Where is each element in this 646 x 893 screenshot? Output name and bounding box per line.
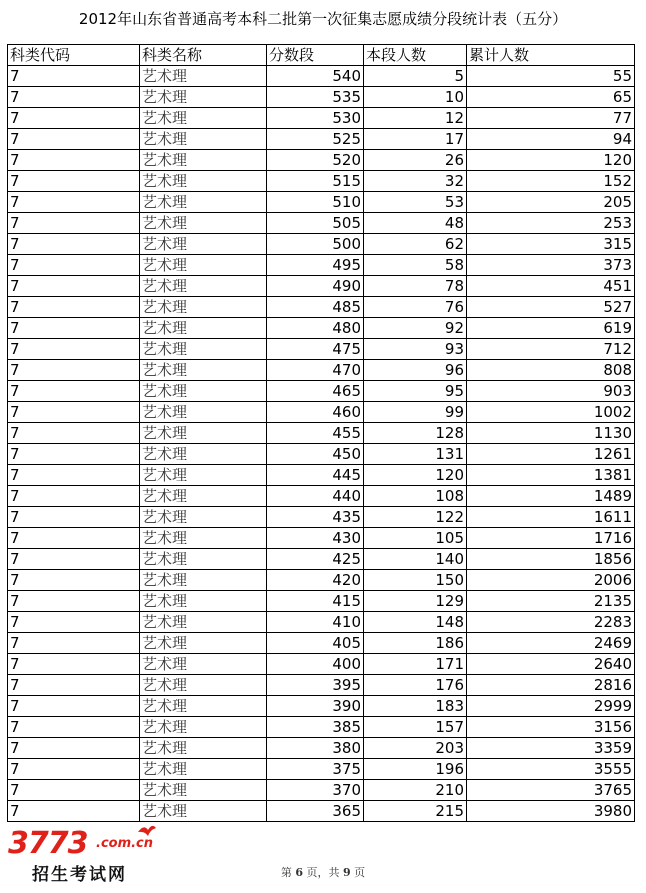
cell-subject-code: 7: [8, 255, 140, 276]
cell-cumulative-count: 3555: [467, 759, 635, 780]
table-row: [8, 318, 635, 339]
cell-band-count: 186: [364, 633, 467, 654]
cell-subject-name: 艺术理: [140, 402, 267, 423]
cell-subject-name: 艺术理: [140, 108, 267, 129]
cell-band-count: 128: [364, 423, 467, 444]
watermark-logo: [8, 826, 168, 886]
cell-band-count: 92: [364, 318, 467, 339]
cell-cumulative-count: 1856: [467, 549, 635, 570]
cell-subject-code: 7: [8, 759, 140, 780]
cell-cumulative-count: 1130: [467, 423, 635, 444]
cell-cumulative-count: 451: [467, 276, 635, 297]
table-body: [8, 66, 635, 822]
table-row: [8, 570, 635, 591]
cell-score-band: 460: [267, 402, 364, 423]
cell-subject-name: 艺术理: [140, 696, 267, 717]
cell-score-band: 450: [267, 444, 364, 465]
cell-subject-name: 艺术理: [140, 213, 267, 234]
cell-subject-name: 艺术理: [140, 423, 267, 444]
cell-band-count: 176: [364, 675, 467, 696]
score-table: [7, 44, 635, 822]
cell-band-count: 140: [364, 549, 467, 570]
cell-subject-code: 7: [8, 507, 140, 528]
cell-subject-name: 艺术理: [140, 549, 267, 570]
watermark-domain: .com.cn: [96, 836, 154, 851]
cell-band-count: 150: [364, 570, 467, 591]
cell-band-count: 203: [364, 738, 467, 759]
cell-score-band: 495: [267, 255, 364, 276]
cell-subject-code: 7: [8, 87, 140, 108]
cell-score-band: 415: [267, 591, 364, 612]
cell-subject-name: 艺术理: [140, 276, 267, 297]
cell-score-band: 370: [267, 780, 364, 801]
cell-band-count: 78: [364, 276, 467, 297]
cell-score-band: 490: [267, 276, 364, 297]
header-subject-code: 科类代码: [8, 45, 140, 66]
cell-subject-name: 艺术理: [140, 654, 267, 675]
cell-subject-name: 艺术理: [140, 612, 267, 633]
cell-subject-code: 7: [8, 150, 140, 171]
cell-subject-code: 7: [8, 675, 140, 696]
cell-band-count: 58: [364, 255, 467, 276]
cell-score-band: 420: [267, 570, 364, 591]
cell-band-count: 53: [364, 192, 467, 213]
cell-band-count: 122: [364, 507, 467, 528]
cell-score-band: 475: [267, 339, 364, 360]
cell-cumulative-count: 3765: [467, 780, 635, 801]
bird-icon: [136, 822, 158, 838]
table-row: [8, 717, 635, 738]
cell-subject-code: 7: [8, 486, 140, 507]
cell-subject-code: 7: [8, 444, 140, 465]
cell-subject-code: 7: [8, 171, 140, 192]
table-row: [8, 738, 635, 759]
table-row: [8, 402, 635, 423]
cell-band-count: 95: [364, 381, 467, 402]
cell-subject-name: 艺术理: [140, 675, 267, 696]
cell-subject-name: 艺术理: [140, 318, 267, 339]
cell-subject-name: 艺术理: [140, 591, 267, 612]
table-row: [8, 780, 635, 801]
cell-subject-code: 7: [8, 213, 140, 234]
footer-page-number: 6: [295, 866, 303, 879]
watermark-number: 3773: [8, 826, 88, 861]
cell-subject-code: 7: [8, 339, 140, 360]
cell-subject-code: 7: [8, 276, 140, 297]
cell-subject-name: 艺术理: [140, 444, 267, 465]
cell-score-band: 525: [267, 129, 364, 150]
cell-cumulative-count: 253: [467, 213, 635, 234]
cell-cumulative-count: 1261: [467, 444, 635, 465]
cell-subject-code: 7: [8, 297, 140, 318]
cell-cumulative-count: 2135: [467, 591, 635, 612]
table-row: [8, 276, 635, 297]
cell-subject-code: 7: [8, 549, 140, 570]
cell-subject-name: 艺术理: [140, 486, 267, 507]
cell-subject-name: 艺术理: [140, 465, 267, 486]
table-row: [8, 801, 635, 822]
table-row: [8, 423, 635, 444]
cell-cumulative-count: 315: [467, 234, 635, 255]
cell-subject-name: 艺术理: [140, 801, 267, 822]
cell-band-count: 96: [364, 360, 467, 381]
cell-cumulative-count: 1489: [467, 486, 635, 507]
cell-subject-name: 艺术理: [140, 738, 267, 759]
cell-cumulative-count: 77: [467, 108, 635, 129]
cell-cumulative-count: 712: [467, 339, 635, 360]
cell-cumulative-count: 2999: [467, 696, 635, 717]
cell-subject-code: 7: [8, 801, 140, 822]
cell-score-band: 390: [267, 696, 364, 717]
cell-band-count: 26: [364, 150, 467, 171]
cell-cumulative-count: 152: [467, 171, 635, 192]
cell-cumulative-count: 65: [467, 87, 635, 108]
cell-band-count: 131: [364, 444, 467, 465]
table-row: [8, 87, 635, 108]
cell-cumulative-count: 2283: [467, 612, 635, 633]
table-row: [8, 486, 635, 507]
cell-subject-code: 7: [8, 381, 140, 402]
cell-subject-code: 7: [8, 234, 140, 255]
cell-score-band: 470: [267, 360, 364, 381]
cell-subject-code: 7: [8, 591, 140, 612]
cell-subject-code: 7: [8, 612, 140, 633]
table-row: [8, 234, 635, 255]
cell-score-band: 500: [267, 234, 364, 255]
cell-score-band: 455: [267, 423, 364, 444]
table-row: [8, 507, 635, 528]
page-title: 2012年山东省普通高考本科二批第一次征集志愿成绩分段统计表（五分）: [78, 10, 568, 28]
cell-score-band: 480: [267, 318, 364, 339]
table-row: [8, 381, 635, 402]
cell-band-count: 12: [364, 108, 467, 129]
cell-subject-name: 艺术理: [140, 717, 267, 738]
cell-subject-code: 7: [8, 717, 140, 738]
cell-cumulative-count: 3156: [467, 717, 635, 738]
cell-subject-code: 7: [8, 66, 140, 87]
table-row: [8, 675, 635, 696]
cell-score-band: 365: [267, 801, 364, 822]
cell-score-band: 400: [267, 654, 364, 675]
cell-score-band: 405: [267, 633, 364, 654]
cell-subject-name: 艺术理: [140, 507, 267, 528]
cell-score-band: 520: [267, 150, 364, 171]
cell-cumulative-count: 94: [467, 129, 635, 150]
cell-score-band: 505: [267, 213, 364, 234]
cell-cumulative-count: 2469: [467, 633, 635, 654]
cell-band-count: 17: [364, 129, 467, 150]
cell-cumulative-count: 3359: [467, 738, 635, 759]
cell-band-count: 76: [364, 297, 467, 318]
header-subject-name: 科类名称: [140, 45, 267, 66]
cell-cumulative-count: 527: [467, 297, 635, 318]
cell-score-band: 380: [267, 738, 364, 759]
cell-subject-code: 7: [8, 738, 140, 759]
cell-band-count: 10: [364, 87, 467, 108]
cell-band-count: 120: [364, 465, 467, 486]
cell-cumulative-count: 808: [467, 360, 635, 381]
footer-prefix: 第: [280, 866, 292, 879]
cell-cumulative-count: 373: [467, 255, 635, 276]
cell-band-count: 129: [364, 591, 467, 612]
cell-subject-name: 艺术理: [140, 570, 267, 591]
cell-band-count: 99: [364, 402, 467, 423]
cell-subject-code: 7: [8, 633, 140, 654]
table-row: [8, 192, 635, 213]
cell-subject-code: 7: [8, 360, 140, 381]
cell-cumulative-count: 2640: [467, 654, 635, 675]
cell-score-band: 375: [267, 759, 364, 780]
footer-total-pages: 9: [343, 866, 351, 879]
cell-score-band: 410: [267, 612, 364, 633]
cell-subject-name: 艺术理: [140, 234, 267, 255]
cell-cumulative-count: 619: [467, 318, 635, 339]
table-row: [8, 549, 635, 570]
cell-subject-code: 7: [8, 780, 140, 801]
table-row: [8, 696, 635, 717]
cell-cumulative-count: 1381: [467, 465, 635, 486]
cell-score-band: 485: [267, 297, 364, 318]
header-band-count: 本段人数: [364, 45, 467, 66]
cell-subject-code: 7: [8, 108, 140, 129]
cell-score-band: 395: [267, 675, 364, 696]
cell-band-count: 157: [364, 717, 467, 738]
cell-subject-name: 艺术理: [140, 381, 267, 402]
cell-score-band: 540: [267, 66, 364, 87]
table-row: [8, 297, 635, 318]
footer-suffix: 页: [354, 866, 366, 879]
cell-subject-name: 艺术理: [140, 339, 267, 360]
cell-subject-code: 7: [8, 402, 140, 423]
cell-band-count: 48: [364, 213, 467, 234]
table-row: [8, 150, 635, 171]
cell-subject-name: 艺术理: [140, 633, 267, 654]
table-row: [8, 108, 635, 129]
cell-score-band: 515: [267, 171, 364, 192]
cell-subject-name: 艺术理: [140, 66, 267, 87]
cell-subject-name: 艺术理: [140, 780, 267, 801]
cell-band-count: 32: [364, 171, 467, 192]
cell-subject-name: 艺术理: [140, 87, 267, 108]
cell-score-band: 445: [267, 465, 364, 486]
table-row: [8, 612, 635, 633]
cell-cumulative-count: 1002: [467, 402, 635, 423]
cell-score-band: 435: [267, 507, 364, 528]
cell-score-band: 385: [267, 717, 364, 738]
table-row: [8, 129, 635, 150]
cell-subject-name: 艺术理: [140, 759, 267, 780]
table-row: [8, 255, 635, 276]
cell-subject-code: 7: [8, 423, 140, 444]
cell-cumulative-count: 1716: [467, 528, 635, 549]
cell-band-count: 108: [364, 486, 467, 507]
cell-score-band: 535: [267, 87, 364, 108]
cell-cumulative-count: 55: [467, 66, 635, 87]
footer-middle: 页，共: [306, 866, 340, 879]
cell-subject-name: 艺术理: [140, 192, 267, 213]
cell-band-count: 183: [364, 696, 467, 717]
cell-subject-code: 7: [8, 318, 140, 339]
table-row: [8, 465, 635, 486]
cell-score-band: 510: [267, 192, 364, 213]
cell-cumulative-count: 120: [467, 150, 635, 171]
cell-subject-name: 艺术理: [140, 129, 267, 150]
cell-band-count: 148: [364, 612, 467, 633]
cell-subject-name: 艺术理: [140, 171, 267, 192]
cell-cumulative-count: 903: [467, 381, 635, 402]
cell-subject-code: 7: [8, 654, 140, 675]
cell-band-count: 171: [364, 654, 467, 675]
cell-subject-code: 7: [8, 696, 140, 717]
table-row: [8, 360, 635, 381]
cell-band-count: 105: [364, 528, 467, 549]
cell-subject-name: 艺术理: [140, 528, 267, 549]
header-score-band: 分数段: [267, 45, 364, 66]
cell-cumulative-count: 205: [467, 192, 635, 213]
cell-cumulative-count: 2006: [467, 570, 635, 591]
table-row: [8, 171, 635, 192]
table-row: [8, 66, 635, 87]
table-row: [8, 444, 635, 465]
cell-band-count: 93: [364, 339, 467, 360]
cell-score-band: 425: [267, 549, 364, 570]
cell-subject-name: 艺术理: [140, 297, 267, 318]
watermark-subtitle: 招生考试网: [32, 865, 127, 885]
cell-cumulative-count: 2816: [467, 675, 635, 696]
cell-score-band: 465: [267, 381, 364, 402]
cell-band-count: 215: [364, 801, 467, 822]
cell-subject-code: 7: [8, 570, 140, 591]
cell-subject-name: 艺术理: [140, 360, 267, 381]
table-row: [8, 339, 635, 360]
table-row: [8, 591, 635, 612]
table-row: [8, 213, 635, 234]
cell-band-count: 5: [364, 66, 467, 87]
cell-score-band: 430: [267, 528, 364, 549]
cell-subject-name: 艺术理: [140, 255, 267, 276]
cell-band-count: 196: [364, 759, 467, 780]
header-cumulative-count: 累计人数: [467, 45, 635, 66]
cell-score-band: 530: [267, 108, 364, 129]
cell-cumulative-count: 1611: [467, 507, 635, 528]
table-row: [8, 528, 635, 549]
table-row: [8, 654, 635, 675]
cell-subject-code: 7: [8, 465, 140, 486]
table-row: [8, 759, 635, 780]
cell-cumulative-count: 3980: [467, 801, 635, 822]
cell-subject-name: 艺术理: [140, 150, 267, 171]
cell-subject-code: 7: [8, 129, 140, 150]
cell-score-band: 440: [267, 486, 364, 507]
table-row: [8, 633, 635, 654]
cell-band-count: 62: [364, 234, 467, 255]
cell-subject-code: 7: [8, 192, 140, 213]
cell-subject-code: 7: [8, 528, 140, 549]
cell-band-count: 210: [364, 780, 467, 801]
table-header-row: [8, 45, 635, 66]
